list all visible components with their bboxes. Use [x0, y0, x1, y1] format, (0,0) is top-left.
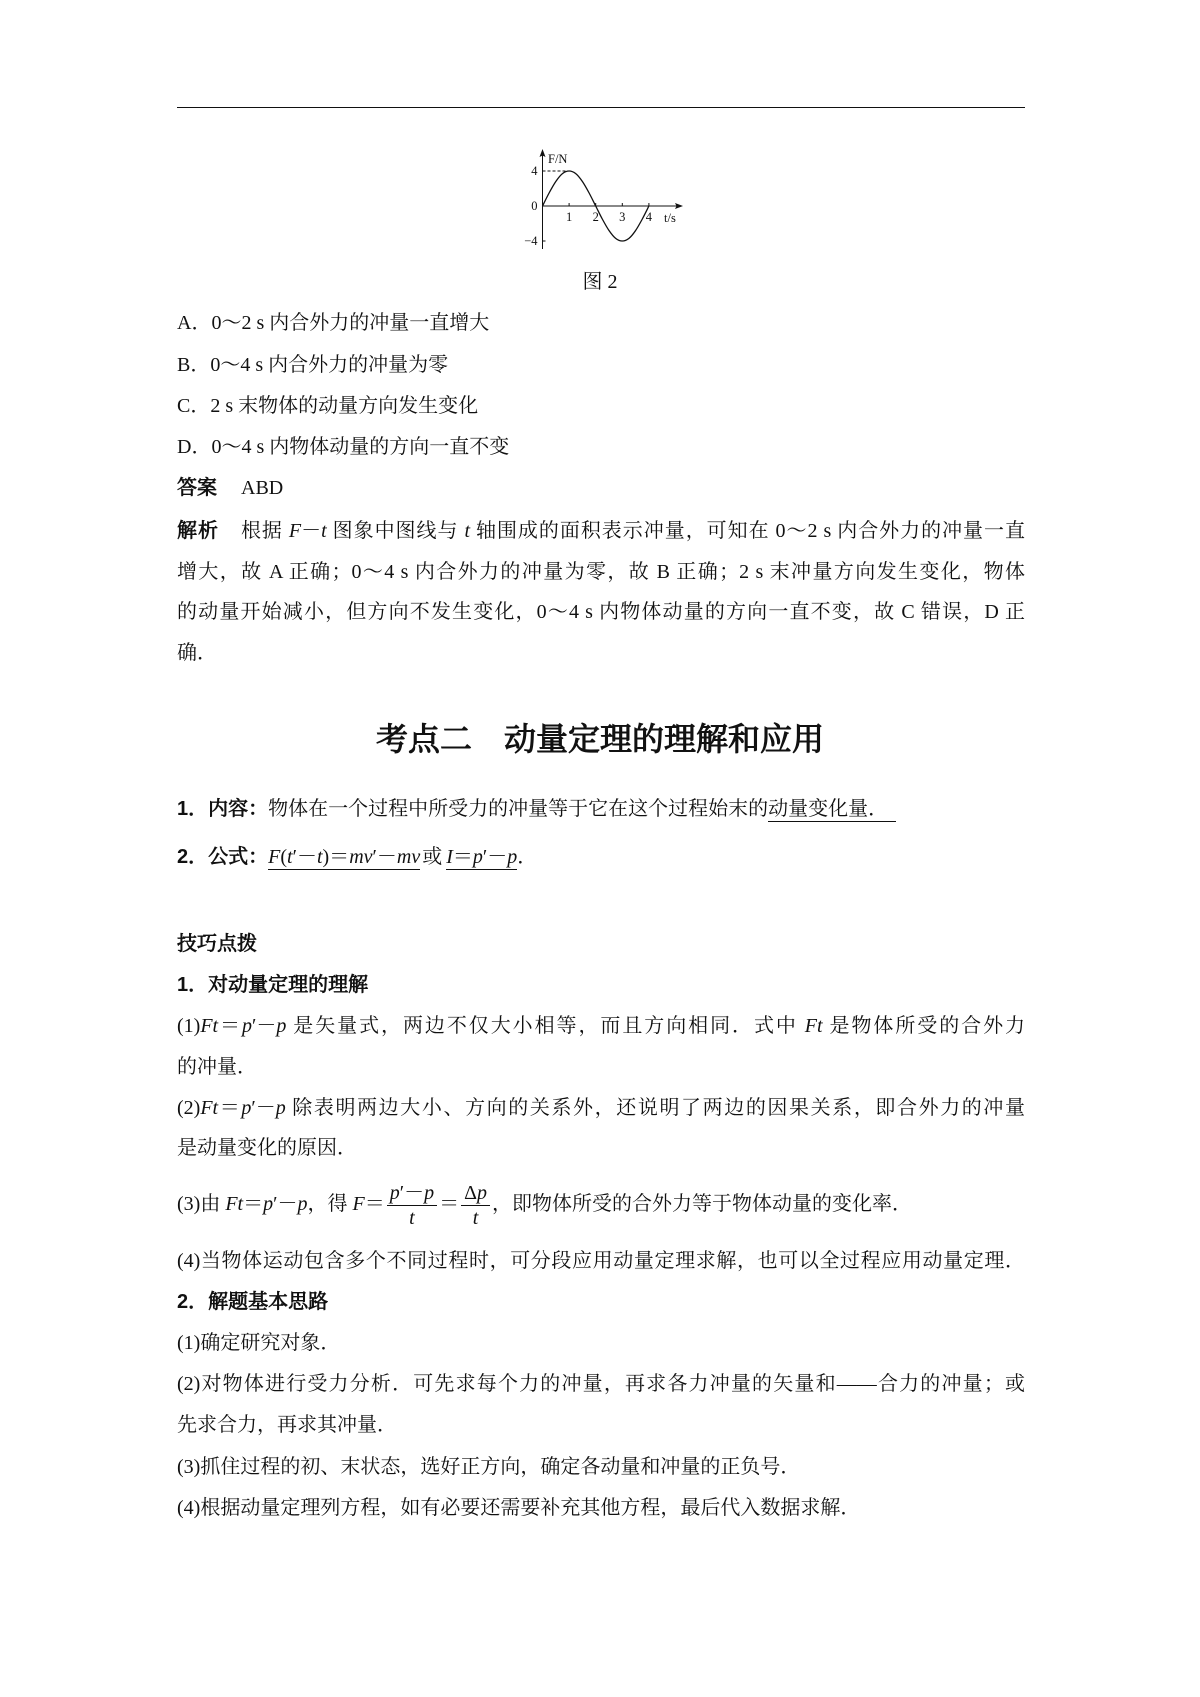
- text-run: (2): [177, 1097, 201, 1119]
- fraction: [387, 1181, 437, 1230]
- tips-item-prefix: [177, 1193, 385, 1215]
- math-variable: F: [352, 1193, 365, 1215]
- math-variable: t: [472, 1206, 479, 1229]
- text-run: ′－: [482, 846, 508, 868]
- math-variable: Ft: [200, 1097, 219, 1119]
- fraction-denominator: [461, 1206, 490, 1230]
- text-run: 图象中图线与: [326, 520, 465, 542]
- formula-label: 2．公式：: [177, 846, 269, 868]
- answer-value: ABD: [241, 477, 284, 499]
- x-tick-label: 1: [565, 210, 573, 224]
- tips-title: 技巧点拨: [177, 933, 257, 955]
- math-variable: F: [268, 846, 281, 868]
- tips-item-line: (1)确定研究对象．: [177, 1332, 341, 1354]
- y-tick-label: 4: [531, 164, 538, 178]
- tips-item-line: [177, 1047, 1025, 1087]
- text-run: 的冲量．: [177, 1056, 257, 1078]
- math-variable: p: [241, 1097, 252, 1119]
- text-run: 是矢量式，两边不仅大小相等，而且方向相同．式中: [286, 1015, 805, 1037]
- text-run: 除表明两边大小、方向的关系外，还说明了两边的因果关系，即合外力的冲量: [285, 1097, 1026, 1119]
- math-variable: F: [288, 520, 302, 542]
- answer-row: [177, 468, 1025, 508]
- tips-item-line: (4)根据动量定理列方程，如有必要还需要补充其他方程，最后代入数据求解．: [177, 1497, 861, 1519]
- x-tick-label: 4: [645, 210, 653, 224]
- text-run: ，得: [307, 1193, 353, 1215]
- text-run: 是物体所受的合外力: [822, 1015, 1026, 1037]
- y-tick-label: −4: [524, 234, 538, 248]
- text-run: (: [280, 846, 288, 868]
- text-run: )＝: [322, 846, 350, 868]
- text-run: ＝: [243, 1193, 264, 1215]
- tips-item-line: [177, 1088, 1025, 1128]
- text-run: ′－: [292, 846, 317, 868]
- text-run: ′－: [251, 1097, 276, 1119]
- math-variable: p: [241, 1015, 252, 1037]
- x-tick-label: 2: [592, 210, 599, 224]
- formula-expression: [446, 846, 517, 870]
- content-label: 1．内容：: [177, 798, 269, 820]
- fraction: [461, 1181, 490, 1230]
- content-line: [177, 789, 1025, 829]
- math-variable: I: [446, 846, 453, 868]
- tips-subheading: 1．对动量定理的理解: [177, 974, 369, 996]
- fraction-numerator: [387, 1181, 437, 1206]
- header-rule: [177, 107, 1025, 108]
- option-a: A．0～2 s 内合外力的冲量一直增大: [177, 312, 490, 334]
- math-variable: Ft: [225, 1193, 244, 1215]
- text-run: 是动量变化的原因．: [177, 1137, 357, 1159]
- x-tick-label: 3: [619, 210, 626, 224]
- option-b: B．0～4 s 内合外力的冲量为零: [177, 354, 449, 376]
- text-run: (3)由: [177, 1193, 226, 1215]
- math-variable: p: [424, 1181, 435, 1204]
- math-variable: t: [316, 846, 323, 868]
- text-run: ′－: [251, 1015, 277, 1037]
- answer-label: 答案: [177, 477, 217, 499]
- analysis-line: [177, 511, 1025, 551]
- content-key-term: 动量变化量．: [768, 798, 896, 822]
- tips-item-line: (2)对物体进行受力分析．可先求每个力的冲量，再求各力冲量的矢量和——合力的冲量；或: [177, 1373, 1025, 1395]
- text-run: ′－: [372, 846, 397, 868]
- text-run: 根据: [240, 520, 289, 542]
- analysis-line: [177, 552, 1025, 592]
- analysis-line: [177, 633, 1025, 673]
- tips-item-line: (4)当物体运动包含多个不同过程时，可分段应用动量定理求解，也可以全过程应用动量定理．: [177, 1250, 1025, 1272]
- math-variable: p: [389, 1181, 400, 1204]
- option-d: D．0～4 s 内物体动量的方向一直不变: [177, 436, 510, 458]
- text-run: ′－: [273, 1193, 298, 1215]
- analysis-label: 解析: [177, 520, 219, 542]
- tips-item-line: 先求合力，再求其冲量．: [177, 1414, 397, 1436]
- text-run: ′－: [399, 1181, 425, 1204]
- tips-item-suffix: ，即物体所受的合外力等于物体动量的变化率．: [491, 1193, 912, 1215]
- math-variable: t: [321, 520, 327, 542]
- analysis-line: [177, 592, 1025, 632]
- tips-item-line: [177, 1006, 1025, 1046]
- math-variable: Ft: [200, 1015, 219, 1037]
- math-variable: t: [464, 520, 470, 542]
- content-text: 物体在一个过程中所受力的冲量等于它在这个过程始末的: [268, 798, 769, 820]
- tips-item-line: [177, 1174, 1025, 1234]
- text-run: 增大，故 A 正确；0～4 s 内合外力的冲量为零，故 B 正确；2 s 末冲量方向发生变化，物体: [177, 561, 1025, 583]
- text-run: －: [301, 520, 322, 542]
- math-variable: t: [287, 846, 293, 868]
- analysis-text: [241, 520, 1025, 542]
- formula-end: ．: [517, 846, 538, 868]
- math-variable: mv: [396, 846, 421, 868]
- text-run: ＝: [452, 846, 473, 868]
- fraction-denominator: [387, 1206, 437, 1230]
- y-axis-label: F/N: [548, 152, 568, 166]
- force-time-graph: [515, 145, 695, 260]
- formula-or: 或: [422, 846, 443, 868]
- formula-line: [177, 837, 1025, 877]
- text-run: (1): [177, 1015, 201, 1037]
- math-variable: p: [275, 1097, 286, 1119]
- option-c: C．2 s 末物体的动量方向发生变化: [177, 395, 479, 417]
- text-run: 的动量开始减小，但方向不发生变化，0～4 s 内物体动量的方向一直不变，故 C 错误，D 正: [177, 601, 1025, 623]
- tips-subheading: 2．解题基本思路: [177, 1291, 329, 1313]
- fraction-numerator: [461, 1181, 490, 1206]
- math-variable: t: [409, 1206, 415, 1229]
- text-run: ＝: [218, 1097, 242, 1119]
- section-heading: 考点二 动量定理的理解和应用: [375, 721, 824, 757]
- figure-caption: 图 2: [582, 271, 618, 293]
- math-variable: p: [276, 1015, 287, 1037]
- tips-item-line: (3)抓住过程的初、末状态，选好正方向，确定各动量和冲量的正负号．: [177, 1456, 801, 1478]
- math-variable: p: [476, 1181, 487, 1204]
- text-run: ＝: [364, 1193, 385, 1215]
- x-axis-label: t/s: [664, 211, 676, 225]
- text-run: 轴围成的面积表示冲量，可知在 0～2 s 内合外力的冲量一直: [470, 520, 1026, 542]
- math-variable: p: [263, 1193, 274, 1215]
- math-variable: p: [472, 846, 483, 868]
- math-variable: p: [507, 846, 518, 868]
- formula-expression: [268, 846, 420, 870]
- tips-item-line: [177, 1128, 1025, 1168]
- text-run: ＝: [218, 1015, 242, 1037]
- equals-sign: ＝: [439, 1193, 460, 1215]
- math-variable: p: [297, 1193, 308, 1215]
- text-run: Δ: [464, 1181, 477, 1204]
- math-variable: mv: [349, 846, 373, 868]
- y-tick-label: 0: [531, 199, 538, 213]
- math-variable: Ft: [804, 1015, 823, 1037]
- text-run: 确．: [177, 642, 217, 664]
